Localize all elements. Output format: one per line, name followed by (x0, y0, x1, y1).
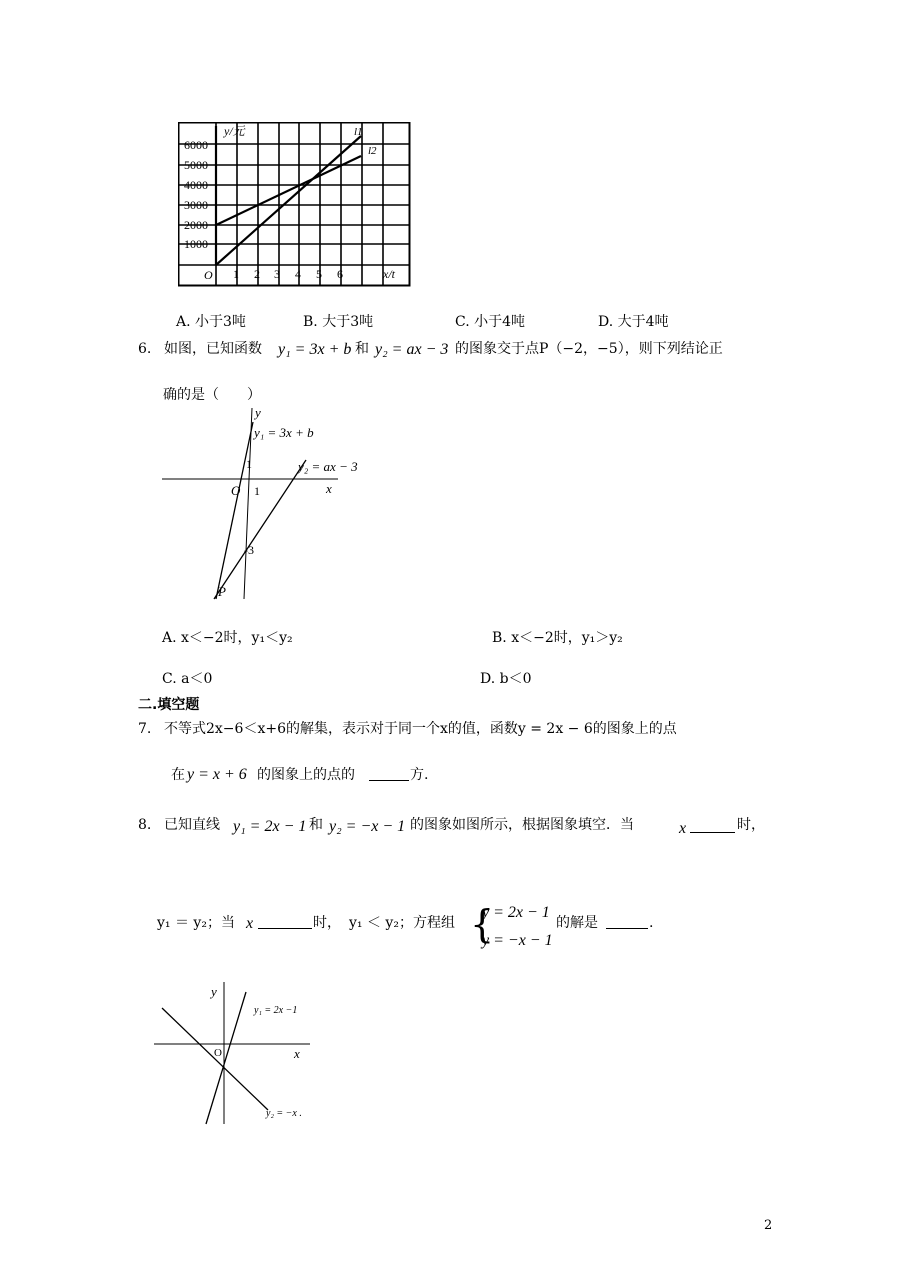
q8-text-1a: 已知直线 (164, 817, 220, 833)
q8-line2-a: y₁ ＝ y₂；当 (157, 915, 235, 931)
x-tick-6: 6 (337, 267, 343, 281)
q8-line2-c: y₁ ＜ y₂；方程组 (349, 915, 455, 931)
q5-option-d: D. 大于4吨 (598, 314, 669, 330)
q6-and: 和 (355, 341, 369, 357)
x-tick-1: 1 (233, 267, 239, 281)
q6-formula-2: y₂ = ax − 3 (375, 341, 449, 358)
q7-blank[interactable] (369, 766, 409, 781)
q7-formula: y = x + 6 (187, 766, 247, 783)
y-tick-5000: 5000 (184, 158, 208, 172)
line-l1-label: l1 (354, 126, 363, 138)
q5-option-a: A. 小于3吨 (176, 314, 246, 330)
fig2-line-label-1: y₁ = 3x + b (254, 425, 314, 440)
q8-number: 8. (138, 817, 152, 833)
q8-line2-e: . (649, 915, 654, 931)
y-tick-4000: 4000 (184, 178, 208, 192)
q8-formula-1: y₁ = 2x − 1 (233, 818, 307, 835)
q8-system-eq-2: y = −x − 1 (482, 932, 553, 949)
fig3-line-label-2: y₂ = −x . (266, 1108, 302, 1119)
fig3-y-label: y (211, 984, 217, 999)
fig2-one-y: 1 (246, 457, 252, 471)
q6-text-2: 的图象交于点P（−2，−5），则下列结论正 (455, 341, 723, 357)
y-tick-2000: 2000 (184, 218, 208, 232)
y-tick-1000: 1000 (184, 237, 208, 251)
x-tick-2: 2 (254, 267, 260, 281)
q6-option-a: A. x＜−2时，y₁＜y₂ (162, 630, 293, 646)
q6-option-b: B. x＜−2时，y₁＞y₂ (492, 630, 623, 646)
figure-q6-graph (160, 404, 370, 604)
q7-line-2a: 在 (171, 767, 185, 783)
origin-label: O (204, 268, 213, 282)
x-axis-label: x/t (383, 267, 395, 281)
q6-text-1: 如图，已知函数 (164, 341, 262, 357)
q8-blank-1[interactable] (690, 818, 735, 833)
q6-option-d: D. b＜0 (480, 671, 532, 687)
fig2-origin: O (231, 483, 241, 498)
page-number: 2 (764, 1218, 773, 1233)
figure-cost-graph (178, 122, 411, 288)
fig2-x-label: x (326, 481, 332, 496)
q5-option-b: B. 大于3吨 (303, 314, 374, 330)
q8-text-1b: 的图象如图所示，根据图象填空．当 (410, 817, 634, 833)
q7-line-2b: 的图象上的点的 (257, 767, 355, 783)
fig3-line-label-1: y₁ = 2x −1 (254, 1005, 298, 1016)
q8-formula-2: y₂ = −x − 1 (329, 818, 406, 835)
q8-x-1: x (679, 820, 687, 837)
q7-number: 7. (138, 721, 152, 737)
q8-blank-3[interactable] (606, 914, 648, 929)
q6-option-c: C. a＜0 (162, 671, 213, 687)
q8-line2-b: 时， (313, 915, 341, 931)
x-tick-4: 4 (295, 267, 301, 281)
q8-blank-2[interactable] (258, 914, 312, 929)
fig2-point-p: P (218, 584, 226, 599)
line-l2-label: l2 (368, 145, 377, 157)
line-y1-2x-1 (206, 992, 246, 1124)
q6-text-3: 确的是（ ） (163, 387, 261, 403)
q8-system-eq-1: y = 2x − 1 (482, 904, 550, 921)
q8-system-brace: { (470, 902, 495, 946)
section-heading: 二.填空题 (138, 697, 200, 713)
x-tick-5: 5 (316, 267, 322, 281)
q6-formula-1: y₁ = 3x + b (278, 341, 352, 358)
line-y2 (214, 460, 306, 599)
fig2-one-x: 1 (254, 484, 260, 498)
fig2-line-label-2: y₂ = ax − 3 (298, 459, 358, 474)
y-axis-label: y/元 (224, 124, 245, 138)
q5-option-c: C. 小于4吨 (455, 314, 526, 330)
y-tick-6000: 6000 (184, 138, 208, 152)
q7-line-2c: 方. (410, 767, 429, 783)
fig3-origin: O (214, 1047, 222, 1059)
figure-q8-graph (150, 976, 350, 1126)
fig2-y-label: y (255, 405, 261, 420)
q7-line-1: 不等式2x−6＜x+6的解集，表示对于同一个x的值，函数y = 2x − 6的图象上的点 (164, 721, 677, 737)
q8-line2-d: 的解是 (556, 915, 598, 931)
x-tick-3: 3 (274, 267, 280, 281)
y-tick-3000: 3000 (184, 198, 208, 212)
fig2-neg3: -3 (244, 543, 254, 557)
q8-line2-x: x (246, 915, 254, 932)
q6-number: 6. (138, 341, 152, 357)
q8-text-1c: 时， (737, 817, 765, 833)
fig3-x-label: x (294, 1046, 300, 1061)
q8-and: 和 (309, 817, 323, 833)
